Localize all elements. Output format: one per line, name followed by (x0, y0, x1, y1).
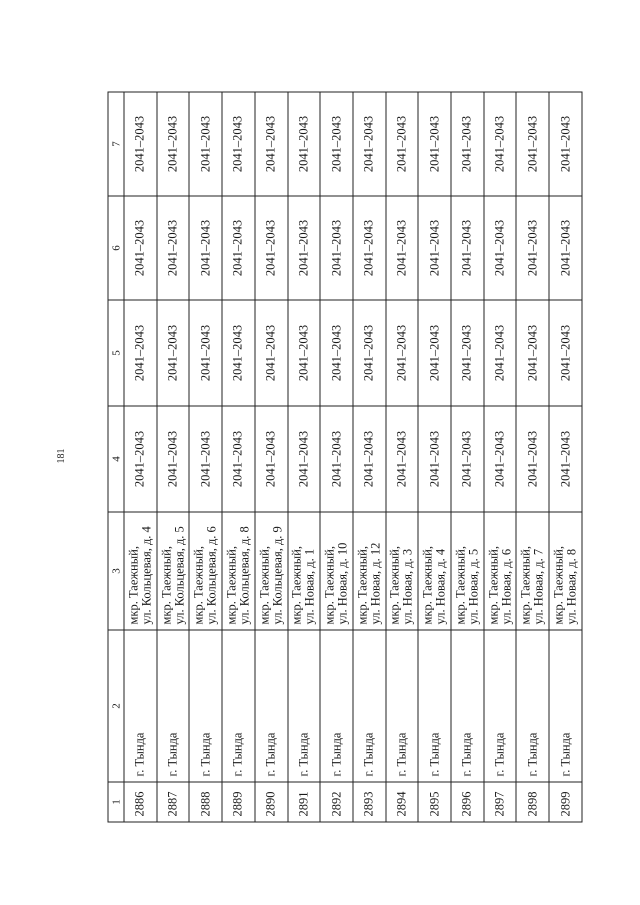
period-cell-7: 2041–2043 (222, 92, 255, 196)
row-number: 2888 (189, 782, 222, 822)
address-cell (288, 512, 321, 630)
city-cell: г. Тында (288, 630, 321, 782)
period-cell-7: 2041–2043 (288, 92, 321, 196)
table-row (255, 92, 288, 822)
period-cell-6: 2041–2043 (418, 196, 451, 300)
period-cell-6: 2041–2043 (549, 196, 582, 300)
address-line-1: мкр. Таежный, (518, 546, 533, 625)
address-line-2: ул. Новая, д. 1 (302, 548, 317, 625)
header-cell-4: 4 (108, 406, 124, 512)
period-cell-5: 2041–2043 (484, 300, 517, 406)
period-cell-4: 2041–2043 (418, 406, 451, 512)
table-row (386, 92, 419, 822)
address-line-2: ул. Кольцевая, д. 5 (172, 526, 187, 625)
city-cell: г. Тында (451, 630, 484, 782)
row-number: 2896 (451, 782, 484, 822)
row-number: 2891 (288, 782, 321, 822)
period-cell-4: 2041–2043 (484, 406, 517, 512)
period-cell-5: 2041–2043 (549, 300, 582, 406)
address-line-2: ул. Кольцевая, д. 6 (204, 526, 219, 625)
period-cell-7: 2041–2043 (516, 92, 549, 196)
row-number: 2893 (353, 782, 386, 822)
address-line-2: ул. Новая, д. 3 (400, 548, 415, 625)
period-cell-4: 2041–2043 (189, 406, 222, 512)
table-row (320, 92, 353, 822)
address-line-2: ул. Новая, д. 4 (433, 548, 448, 625)
table-row (484, 92, 517, 822)
period-cell-5: 2041–2043 (157, 300, 190, 406)
header-cell-5: 5 (108, 300, 124, 406)
address-cell (157, 512, 190, 630)
period-cell-5: 2041–2043 (386, 300, 419, 406)
period-cell-6: 2041–2043 (157, 196, 190, 300)
address-cell (451, 512, 484, 630)
row-number: 2894 (386, 782, 419, 822)
address-cell (124, 512, 157, 630)
table-row (157, 92, 190, 822)
period-cell-6: 2041–2043 (353, 196, 386, 300)
row-number: 2897 (484, 782, 517, 822)
period-cell-6: 2041–2043 (189, 196, 222, 300)
period-cell-4: 2041–2043 (288, 406, 321, 512)
address-cell (386, 512, 419, 630)
period-cell-4: 2041–2043 (549, 406, 582, 512)
period-cell-7: 2041–2043 (189, 92, 222, 196)
row-number: 2892 (320, 782, 353, 822)
address-line-1: мкр. Таежный, (224, 546, 239, 625)
row-number: 2898 (516, 782, 549, 822)
period-cell-4: 2041–2043 (353, 406, 386, 512)
address-line-1: мкр. Таежный, (126, 546, 141, 625)
address-line-2: ул. Кольцевая, д. 9 (270, 526, 285, 625)
period-cell-7: 2041–2043 (255, 92, 288, 196)
address-line-2: ул. Новая, д. 5 (466, 548, 481, 625)
row-number: 2895 (418, 782, 451, 822)
page-number: 181 (56, 448, 67, 464)
address-cell (222, 512, 255, 630)
period-cell-5: 2041–2043 (288, 300, 321, 406)
period-cell-6: 2041–2043 (288, 196, 321, 300)
period-cell-5: 2041–2043 (255, 300, 288, 406)
row-number: 2887 (157, 782, 190, 822)
period-cell-7: 2041–2043 (484, 92, 517, 196)
period-cell-6: 2041–2043 (516, 196, 549, 300)
period-cell-7: 2041–2043 (386, 92, 419, 196)
address-line-1: мкр. Таежный, (387, 546, 402, 625)
header-cell-6: 6 (108, 196, 124, 300)
period-cell-6: 2041–2043 (222, 196, 255, 300)
table-row (189, 92, 222, 822)
period-cell-5: 2041–2043 (124, 300, 157, 406)
table-row (222, 92, 255, 822)
city-cell: г. Тында (189, 630, 222, 782)
city-cell: г. Тында (222, 630, 255, 782)
period-cell-7: 2041–2043 (124, 92, 157, 196)
address-line-2: ул. Новая, д. 12 (368, 542, 383, 625)
address-line-2: ул. Новая, д. 10 (335, 542, 350, 625)
address-cell (484, 512, 517, 630)
table-row (516, 92, 549, 822)
address-line-2: ул. Кольцевая, д. 8 (237, 526, 252, 625)
row-number: 2890 (255, 782, 288, 822)
city-cell: г. Тында (516, 630, 549, 782)
period-cell-5: 2041–2043 (353, 300, 386, 406)
table-row (353, 92, 386, 822)
address-line-1: мкр. Таежный, (159, 546, 174, 625)
period-cell-4: 2041–2043 (124, 406, 157, 512)
table-header (108, 92, 124, 822)
period-cell-7: 2041–2043 (549, 92, 582, 196)
period-cell-6: 2041–2043 (320, 196, 353, 300)
table-row (418, 92, 451, 822)
period-cell-6: 2041–2043 (386, 196, 419, 300)
table-row (451, 92, 484, 822)
address-line-1: мкр. Таежный, (453, 546, 468, 625)
period-cell-5: 2041–2043 (189, 300, 222, 406)
address-line-1: мкр. Таежный, (355, 546, 370, 625)
period-cell-5: 2041–2043 (418, 300, 451, 406)
address-cell (353, 512, 386, 630)
period-cell-4: 2041–2043 (222, 406, 255, 512)
period-cell-5: 2041–2043 (320, 300, 353, 406)
period-cell-4: 2041–2043 (386, 406, 419, 512)
city-cell: г. Тында (386, 630, 419, 782)
address-cell (516, 512, 549, 630)
header-row (108, 92, 124, 822)
row-number: 2899 (549, 782, 582, 822)
city-cell: г. Тында (353, 630, 386, 782)
address-line-1: мкр. Таежный, (420, 546, 435, 625)
period-cell-4: 2041–2043 (320, 406, 353, 512)
header-cell-3: 3 (108, 512, 124, 630)
header-cell-1: 1 (108, 782, 124, 822)
period-cell-7: 2041–2043 (157, 92, 190, 196)
address-line-2: ул. Новая, д. 8 (564, 548, 579, 625)
address-cell (549, 512, 582, 630)
period-cell-4: 2041–2043 (451, 406, 484, 512)
address-line-1: мкр. Таежный, (486, 546, 501, 625)
address-line-2: ул. Кольцевая, д. 4 (139, 526, 154, 625)
table-body (124, 92, 582, 822)
address-cell (320, 512, 353, 630)
header-cell-7: 7 (108, 92, 124, 196)
address-cell (418, 512, 451, 630)
period-cell-7: 2041–2043 (451, 92, 484, 196)
city-cell: г. Тында (320, 630, 353, 782)
table-row (549, 92, 582, 822)
period-cell-5: 2041–2043 (222, 300, 255, 406)
period-cell-6: 2041–2043 (255, 196, 288, 300)
table-row (288, 92, 321, 822)
address-line-1: мкр. Таежный, (322, 546, 337, 625)
period-cell-4: 2041–2043 (255, 406, 288, 512)
city-cell: г. Тында (549, 630, 582, 782)
table-row (124, 92, 157, 822)
rotated-table-frame (108, 93, 583, 823)
address-line-1: мкр. Таежный, (289, 546, 304, 625)
address-line-1: мкр. Таежный, (257, 546, 272, 625)
period-cell-4: 2041–2043 (157, 406, 190, 512)
period-cell-6: 2041–2043 (124, 196, 157, 300)
city-cell: г. Тында (157, 630, 190, 782)
period-cell-5: 2041–2043 (516, 300, 549, 406)
period-cell-4: 2041–2043 (516, 406, 549, 512)
header-cell-2: 2 (108, 630, 124, 782)
row-number: 2889 (222, 782, 255, 822)
schedule-table (108, 92, 583, 823)
period-cell-7: 2041–2043 (418, 92, 451, 196)
period-cell-6: 2041–2043 (484, 196, 517, 300)
city-cell: г. Тында (418, 630, 451, 782)
city-cell: г. Тында (124, 630, 157, 782)
city-cell: г. Тында (484, 630, 517, 782)
address-line-2: ул. Новая, д. 6 (499, 548, 514, 625)
period-cell-7: 2041–2043 (320, 92, 353, 196)
row-number: 2886 (124, 782, 157, 822)
address-cell (189, 512, 222, 630)
address-line-1: мкр. Таежный, (551, 546, 566, 625)
address-line-2: ул. Новая, д. 7 (531, 548, 546, 625)
address-cell (255, 512, 288, 630)
city-cell: г. Тында (255, 630, 288, 782)
address-line-1: мкр. Таежный, (191, 546, 206, 625)
period-cell-7: 2041–2043 (353, 92, 386, 196)
period-cell-6: 2041–2043 (451, 196, 484, 300)
period-cell-5: 2041–2043 (451, 300, 484, 406)
